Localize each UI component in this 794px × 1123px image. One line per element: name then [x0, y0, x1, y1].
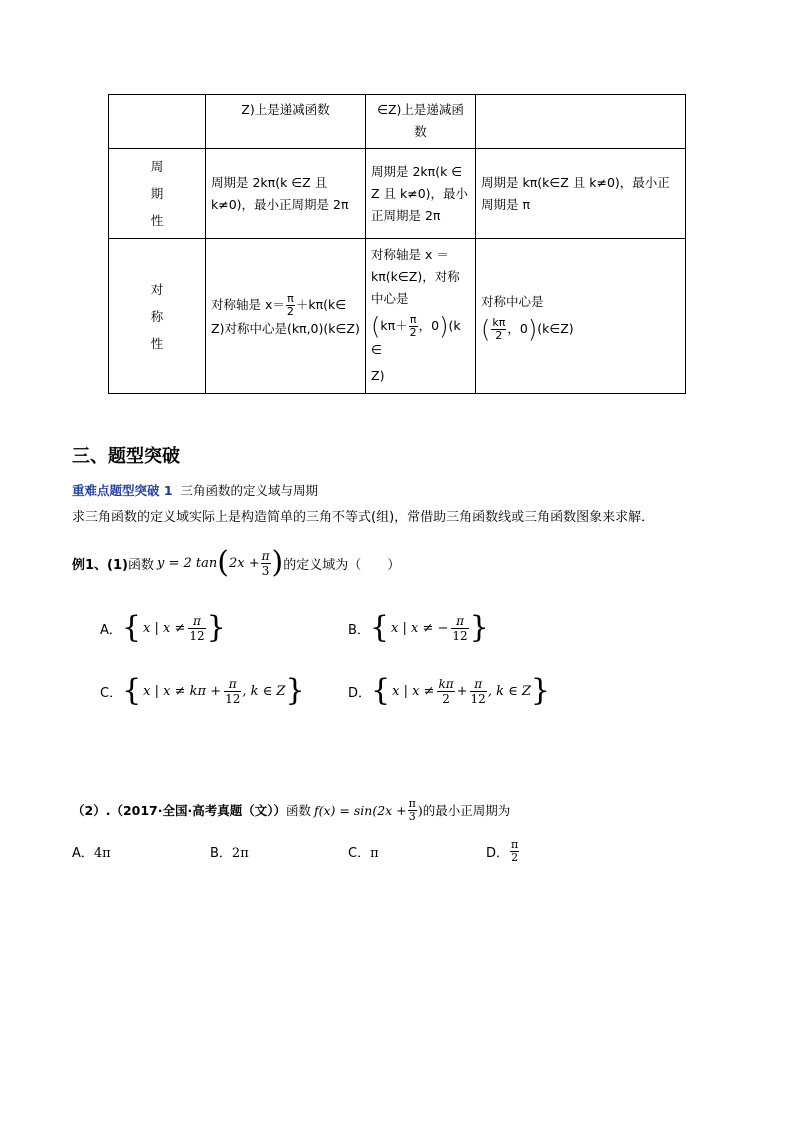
brace-open: {: [122, 673, 142, 708]
cell-text: 周期是 2kπ(k ∈Z 且: [211, 174, 328, 190]
math-expression: , k ∈ Z: [242, 683, 286, 699]
option-letter: C．: [348, 846, 371, 861]
row-header-char: 周: [150, 159, 164, 174]
fraction: [491, 317, 506, 342]
brace-close: }: [530, 673, 550, 708]
paren-close: ): [271, 545, 284, 580]
table-cell: [109, 95, 206, 149]
row-header-symmetry: [109, 239, 206, 394]
row-header-char: 对: [150, 281, 164, 297]
math-expression: , k ∈ Z: [487, 683, 531, 699]
fraction: [188, 614, 205, 643]
math-expression: x | x ≠ kπ +: [143, 683, 222, 699]
fraction: [286, 293, 295, 318]
table-cell: [476, 95, 686, 149]
cell-text: 周期是 2kπ(k ∈: [371, 163, 463, 179]
numerator: π: [287, 291, 294, 305]
brace-open: {: [369, 610, 390, 645]
option-letter: D．: [348, 685, 372, 701]
fraction: [451, 614, 468, 643]
option-a[interactable]: [100, 608, 226, 648]
paren-open: (: [481, 315, 491, 343]
fraction: [224, 677, 241, 706]
cell-text: kπ(k∈Z)，对称: [371, 268, 460, 284]
option-value: 4π: [93, 846, 111, 861]
cell-text: 中心是: [371, 290, 409, 306]
example-label: 例1、(1): [72, 557, 128, 573]
cell-line: [211, 293, 360, 318]
brace-open: {: [121, 610, 141, 645]
denominator: 12: [470, 691, 486, 706]
cell-text: 对称轴是 x＝: [211, 296, 285, 312]
option-value: 2π: [231, 846, 249, 861]
option-b[interactable]: [210, 842, 249, 861]
numerator: π: [408, 796, 416, 810]
numerator: π: [224, 677, 241, 692]
table-cell: [476, 149, 686, 239]
cell-text: Z)上是递减函数: [241, 102, 330, 117]
table-cell: [366, 239, 476, 394]
table-cell: [366, 95, 476, 149]
option-d[interactable]: [486, 834, 520, 868]
numerator: kπ: [438, 676, 454, 691]
cell-text: ，0: [418, 317, 440, 333]
table-cell: [366, 149, 476, 239]
properties-table: [108, 94, 686, 394]
math-expression: x | x ≠ −: [391, 620, 449, 636]
numerator: π: [511, 837, 519, 851]
cell-text: 周期是 π: [481, 196, 530, 212]
option-letter: C．: [100, 685, 123, 701]
math-expression: ): [417, 802, 423, 818]
cell-text: 周期是 kπ(k∈Z 且 k≠0)，最小正: [481, 174, 670, 190]
option-letter: A．: [100, 622, 122, 638]
option-d[interactable]: [348, 670, 550, 712]
paren-close: ): [527, 315, 538, 343]
numerator: π: [188, 614, 205, 629]
cell-text: kπ＋: [380, 317, 408, 333]
question-text: 的最小正周期为: [422, 803, 511, 818]
brace-close: }: [206, 610, 226, 645]
question-text: 函数: [285, 803, 311, 818]
row-header-char: 期: [150, 186, 164, 201]
subsection-heading: [72, 481, 318, 499]
table-row: [109, 239, 686, 394]
intro-paragraph: 求三角函数的定义域实际上是构造简单的三角不等式(组)，常借助三角函数线或三角函数图象来求解．: [72, 510, 655, 525]
option-value: π: [370, 846, 379, 861]
row-header-char: 性: [150, 213, 164, 228]
fraction: [261, 549, 271, 578]
cell-text: ，0: [507, 320, 528, 336]
subsection-title: 三角函数的定义域与周期: [180, 483, 319, 498]
denominator: 12: [452, 628, 468, 643]
denominator: 12: [189, 628, 205, 643]
question-text: 的定义域为（ ）: [283, 557, 401, 573]
option-b[interactable]: [348, 608, 489, 648]
math-operator: +: [456, 683, 468, 699]
math-expression: x | x ≠: [392, 683, 435, 699]
numerator: π: [261, 548, 270, 563]
brace-open: {: [371, 673, 391, 708]
row-header-char: 称: [150, 308, 164, 324]
cell-line: [481, 317, 680, 342]
cell-text: 数: [414, 124, 427, 139]
math-expression: y = 2 tan: [157, 555, 218, 571]
numerator: π: [470, 677, 487, 692]
denominator: 3: [408, 809, 416, 823]
row-header-periodicity: [109, 149, 206, 239]
numerator: π: [451, 614, 468, 629]
table-cell: [206, 239, 366, 394]
option-c[interactable]: [100, 670, 305, 712]
cell-text: (k ∈: [371, 317, 461, 357]
option-c[interactable]: [348, 842, 379, 861]
row-header-char: 性: [150, 335, 164, 351]
option-letter: A．: [72, 846, 94, 861]
example2-question: [72, 794, 510, 826]
example-label: （2）.（2017·全国·高考真题（文））: [72, 803, 286, 818]
fraction: [470, 677, 487, 706]
option-letter: D．: [486, 845, 510, 861]
table-cell: [206, 95, 366, 149]
numerator: π: [409, 312, 417, 326]
fraction: [409, 314, 418, 339]
cell-line: [371, 314, 470, 361]
cell-text: Z 且 k≠0)，最小: [371, 185, 469, 201]
cell-text: Z)对称中心是(kπ,0)(k∈Z): [211, 320, 360, 336]
cell-text: Z): [371, 367, 385, 383]
example1-question: [72, 542, 400, 584]
option-letter: B．: [348, 622, 370, 638]
table-row: [109, 95, 686, 149]
option-a[interactable]: [72, 842, 111, 861]
denominator: 2: [442, 691, 450, 706]
section-title: 三、题型突破: [72, 446, 180, 467]
numerator: kπ: [492, 315, 506, 329]
option-letter: B．: [210, 846, 232, 861]
paren-open: (: [371, 312, 381, 340]
denominator: 12: [225, 691, 241, 706]
denominator: 2: [409, 325, 417, 339]
denominator: 2: [286, 304, 294, 318]
table-row: [109, 149, 686, 239]
cell-text: ∈Z)上是递减函: [377, 102, 464, 117]
cell-text: 正周期是 2π: [371, 207, 441, 223]
denominator: 3: [261, 563, 270, 578]
math-expression: 2x +: [228, 555, 260, 571]
cell-text: (k∈Z): [537, 320, 574, 336]
paren-open: (: [217, 545, 229, 580]
math-expression: x | x ≠: [143, 620, 186, 636]
fraction: [408, 798, 417, 823]
fraction: [437, 677, 454, 706]
denominator: 2: [511, 850, 519, 864]
denominator: 2: [495, 328, 503, 342]
table-cell: [476, 239, 686, 394]
paren-close: ): [439, 312, 449, 340]
brace-close: }: [469, 610, 489, 645]
fraction: [510, 839, 519, 864]
math-expression: f(x) = sin(2x +: [314, 802, 407, 818]
brace-close: }: [285, 673, 305, 708]
cell-text: k≠0)，最小正周期是 2π: [211, 196, 349, 212]
cell-text: 对称轴是 x ＝: [371, 246, 449, 262]
cell-text: ＋kπ(k∈: [295, 296, 347, 312]
table-cell: [206, 149, 366, 239]
cell-text: 对称中心是: [481, 293, 544, 309]
question-text: 函数: [127, 557, 154, 573]
subsection-label: 重难点题型突破 1: [72, 483, 173, 498]
